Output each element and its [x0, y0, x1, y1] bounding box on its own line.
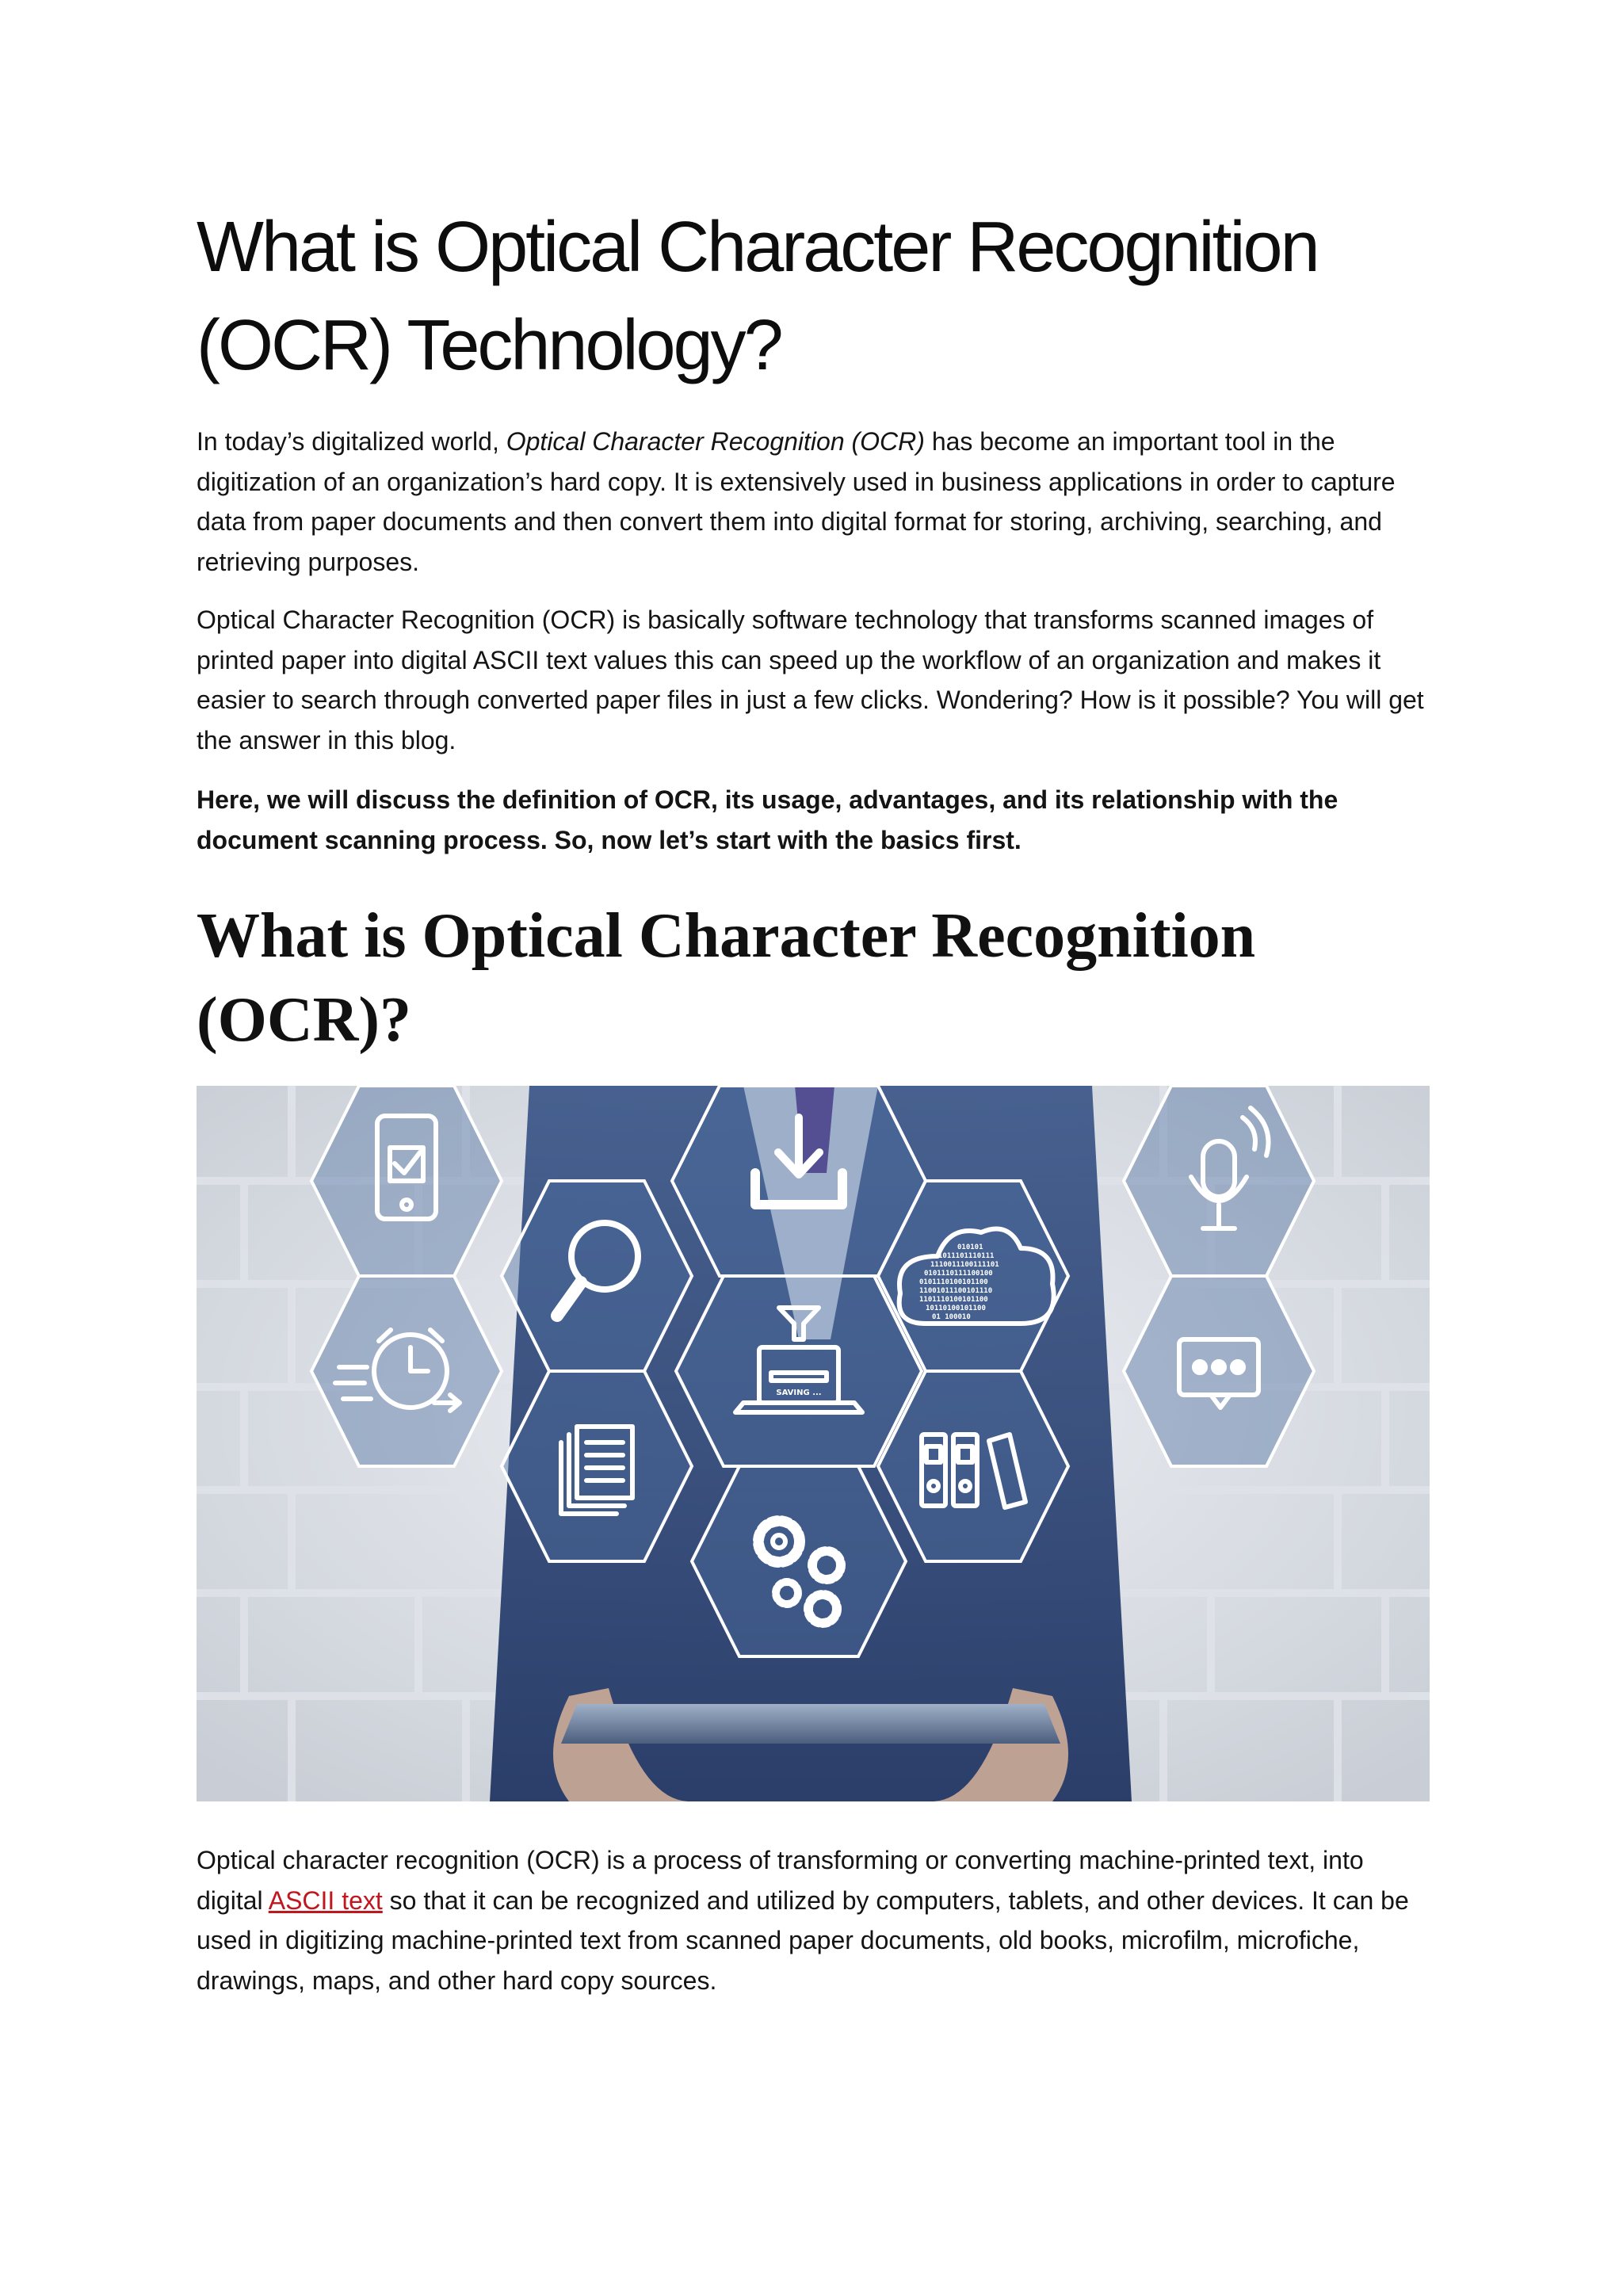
ocr-definition-paragraph: Optical Character Recognition (OCR) is basically software technology that transforms scanned images of printed paper into digital ASCII text values this can speed up the workflow of an organization and makes it easier to search through converted paper files in just a few clicks. Wondering? How is it possible? You will get the answer in this blog. [197, 606, 1424, 755]
intro-text-after: has become an important tool in the digitization of an organization’s hard copy. It is extensively used in business applications in order to capture data from paper documents and then convert them into digital format for storing, archiving, searching, and retrieving purposes. [197, 427, 1396, 576]
binary-line: 1011101110111 [938, 1252, 995, 1260]
intro-paragraph [197, 422, 1433, 582]
ocr-illustration-svg [197, 1086, 1430, 1801]
binary-line: 010101 [957, 1244, 983, 1251]
binary-line: 11001011100101110 [919, 1287, 993, 1295]
intro-emphasis: Optical Character Recognition (OCR) [506, 427, 925, 456]
binary-line: 0101110100101100 [919, 1278, 988, 1286]
blog-overview-paragraph: Here, we will discuss the definition of OCR, its usage, advantages, and its relationship with the document scanning process. So, now let’s start with the basics first. [197, 785, 1338, 854]
ascii-text-link[interactable]: ASCII text [268, 1885, 383, 1915]
page-title: What is Optical Character Recognition (OCR) Technology? [197, 208, 1318, 385]
hex-gears [692, 1466, 906, 1656]
saving-label: SAVING ... [776, 1389, 822, 1397]
binary-line: 1101110100101100 [919, 1296, 988, 1304]
ocr-process-paragraph [197, 1840, 1433, 2000]
process-text-before: Optical character recognition (OCR) is a process of transforming or converting machine-printed text, into digital [197, 1846, 1364, 1915]
intro-text-before: In today’s digitalized world, [197, 427, 506, 456]
section-heading: What is Optical Character Recognition (OCR)? [197, 901, 1256, 1055]
binary-line: 01 100010 [932, 1313, 971, 1321]
binary-line: 1110011100111101 [930, 1261, 999, 1269]
process-text-after: so that it can be recognized and utilized by computers, tablets, and other devices. It can be used in digitizing machine-printed text from scanned paper documents, old books, microfilm, microfiche, drawings, maps, and other hard copy sources. [197, 1885, 1409, 1995]
binary-line: 0101110111100100 [924, 1270, 993, 1278]
ocr-illustration [197, 1086, 1430, 1801]
binary-line: 10110100101100 [926, 1305, 986, 1312]
